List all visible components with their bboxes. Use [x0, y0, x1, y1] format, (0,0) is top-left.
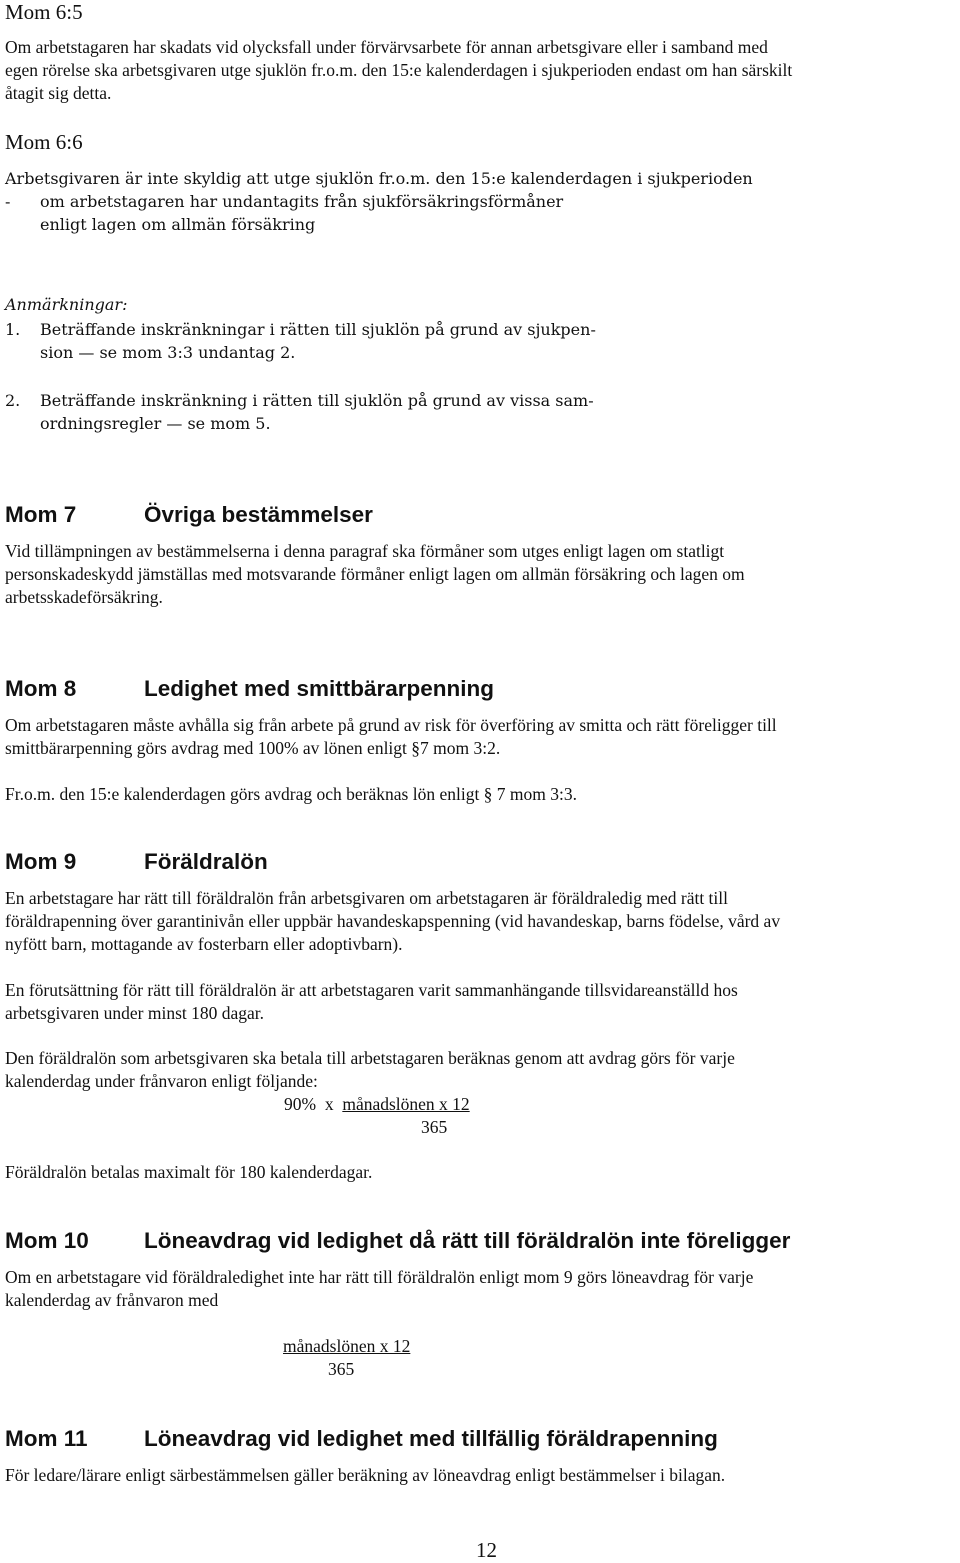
mom7-title: Övriga bestämmelser	[144, 502, 373, 527]
mom11-title: Löneavdrag vid ledighet med tillfällig föräldrapenning	[144, 1426, 718, 1451]
note-2	[40, 389, 594, 435]
mom10-paragraph	[5, 1266, 753, 1312]
mom8-title: Ledighet med smittbärarpenning	[144, 676, 495, 701]
text-line: Vid tillämpningen av bestämmelserna i denna paragraf ska förmåner som utges enligt lagen om statligt	[5, 541, 725, 561]
mom8-number: Mom 8	[5, 676, 77, 701]
text-line: åtagit sig detta.	[5, 83, 112, 103]
mom6-5-paragraph	[5, 36, 792, 105]
text-line: Beträffande inskränkning i rätten till sjuklön på grund av vissa sam-	[40, 391, 594, 410]
text-line: sion — se mom 3:3 undantag 2.	[40, 343, 296, 362]
mom6-6-heading: Mom 6:6	[5, 130, 83, 154]
mom6-6-intro: Arbetsgivaren är inte skyldig att utge sjuklön fr.o.m. den 15:e kalenderdagen i sjukperioden	[5, 169, 753, 188]
formula-numerator: månadslönen x 12	[283, 1336, 411, 1356]
mom7-number: Mom 7	[5, 502, 77, 527]
text-line: nyfött barn, mottagande av fosterbarn eller adoptivbarn).	[5, 934, 403, 954]
text-line: arbetsskadeförsäkring.	[5, 587, 163, 607]
mom9-paragraph-2	[5, 979, 738, 1025]
text-line: En arbetstagare har rätt till föräldralön från arbetsgivaren om arbetstagaren är föräldraledig med rätt till	[5, 888, 729, 908]
text-line: om arbetstagaren har undantagits från sjukförsäkringsförmåner	[40, 192, 564, 211]
list-dash: -	[5, 192, 11, 211]
text-line: enligt lagen om allmän försäkring	[40, 215, 316, 234]
text-line: Den föräldralön som arbetsgivaren ska betala till arbetstagaren beräknas genom att avdrag görs för varje	[5, 1048, 735, 1068]
text-line: föräldrapenning över garantinivån eller uppbär havandeskapspenning (vid havandeskap, barns födelse, vård av	[5, 911, 781, 931]
text-line: arbetsgivaren under minst 180 dagar.	[5, 1003, 265, 1023]
mom9-title: Föräldralön	[144, 849, 268, 874]
note-number: 2.	[5, 391, 21, 410]
text-line: Om en arbetstagare vid föräldraledighet inte har rätt till föräldralön enligt mom 9 görs löneavdrag för varje	[5, 1267, 754, 1287]
mom8-paragraph	[5, 714, 777, 760]
mom9-paragraph-1	[5, 887, 780, 956]
mom11-paragraph: För ledare/lärare enligt särbestämmelsen gäller beräkning av löneavdrag enligt bestämmelser i bilagan.	[5, 1465, 726, 1485]
text-line: Om arbetstagaren har skadats vid olycksfall under förvärvsarbete för annan arbetsgivare eller i samband med	[5, 37, 768, 57]
formula-denominator: 365	[328, 1359, 355, 1379]
mom9-paragraph-3	[5, 1047, 735, 1093]
text-line: kalenderdag under frånvaron enligt följande:	[5, 1071, 318, 1091]
text-line: ordningsregler — se mom 5.	[40, 414, 271, 433]
note-number: 1.	[5, 320, 21, 339]
text-line: Beträffande inskränkningar i rätten till sjuklön på grund av sjukpen-	[40, 320, 596, 339]
mom6-5-heading: Mom 6:5	[5, 0, 83, 24]
text-line: egen rörelse ska arbetsgivaren utge sjuklön fr.o.m. den 15:e kalenderdagen i sjukperioden endast om han särskilt	[5, 60, 793, 80]
text-line: Om arbetstagaren måste avhålla sig från arbete på grund av risk för överföring av smitta och rätt föreligger till	[5, 715, 777, 735]
mom6-6-list-item	[40, 190, 563, 236]
mom10-number: Mom 10	[5, 1228, 89, 1253]
text-line: personskadeskydd jämställas med motsvarande förmåner enligt lagen om allmän försäkring och lagen om	[5, 564, 745, 584]
text-line: En förutsättning för rätt till föräldralön är att arbetstagaren varit sammanhängande tillsvidareanställd hos	[5, 980, 738, 1000]
mom10-title: Löneavdrag vid ledighet då rätt till föräldralön inte föreligger	[144, 1228, 791, 1253]
note-1	[40, 318, 596, 364]
notes-title: Anmärkningar:	[5, 295, 128, 314]
formula-numerator: månadslönen x 12	[342, 1094, 470, 1114]
text-line: smittbärarpenning görs avdrag med 100% av lönen enligt §7 mom 3:2.	[5, 738, 501, 758]
mom9-paragraph-4: Föräldralön betalas maximalt för 180 kalenderdagar.	[5, 1162, 373, 1182]
text-line: kalenderdag av frånvaron med	[5, 1290, 219, 1310]
formula-prefix: 90% x	[284, 1094, 343, 1114]
mom8-paragraph-2: Fr.o.m. den 15:e kalenderdagen görs avdrag och beräknas lön enligt § 7 mom 3:3.	[5, 784, 578, 804]
mom11-number: Mom 11	[5, 1426, 88, 1451]
formula-denominator: 365	[421, 1117, 448, 1137]
mom9-number: Mom 9	[5, 849, 77, 874]
page-number: 12	[476, 1538, 497, 1562]
mom7-paragraph	[5, 540, 745, 609]
mom9-formula	[284, 1093, 470, 1116]
